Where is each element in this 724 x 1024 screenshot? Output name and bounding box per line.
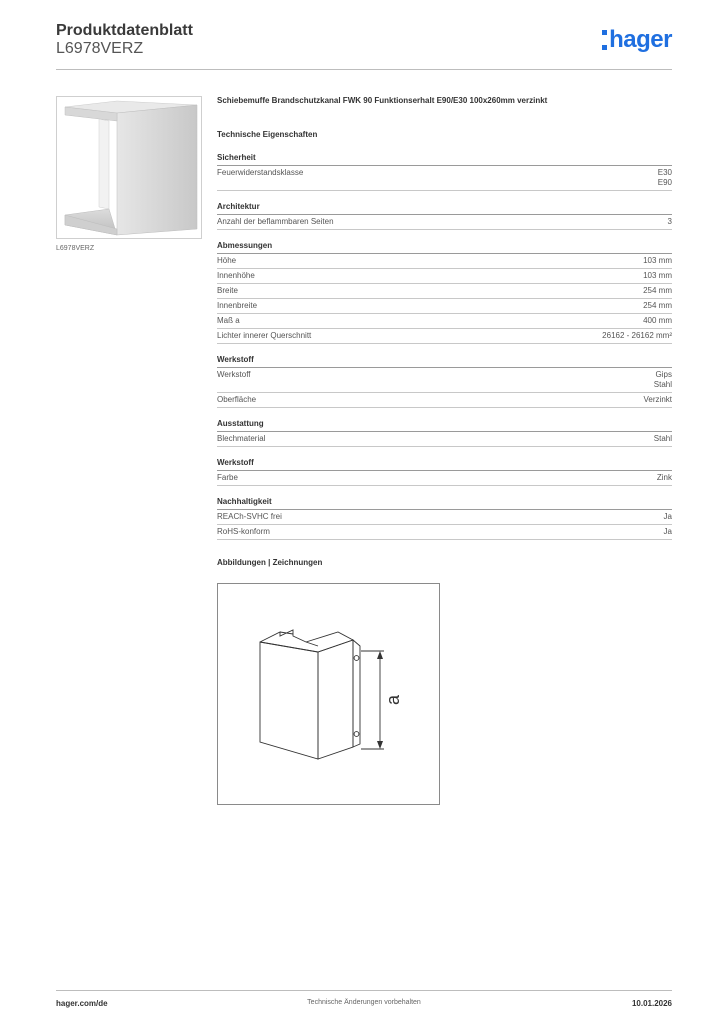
property-row xyxy=(217,471,672,486)
properties-heading: Technische Eigenschaften xyxy=(217,130,318,139)
properties-sections xyxy=(217,153,672,540)
property-value-line: Ja xyxy=(663,527,672,536)
technical-drawing xyxy=(217,583,440,805)
property-label: Anzahl der beflammbaren Seiten xyxy=(217,217,334,226)
property-section xyxy=(217,241,672,344)
property-label: REACh-SVHC frei xyxy=(217,512,282,521)
section-title: Sicherheit xyxy=(217,153,672,166)
logo-mark-icon xyxy=(602,30,608,50)
property-row xyxy=(217,269,672,284)
property-section xyxy=(217,458,672,486)
property-value-line: 400 mm xyxy=(643,316,672,325)
property-row xyxy=(217,166,672,191)
property-label: Innenhöhe xyxy=(217,271,255,280)
property-row xyxy=(217,368,672,393)
drawings-heading: Abbildungen | Zeichnungen xyxy=(217,558,323,567)
property-label: RoHS-konform xyxy=(217,527,270,536)
product-details xyxy=(217,96,672,567)
product-description: Schiebemuffe Brandschutzkanal FWK 90 Funktionserhalt E90/E30 100x260mm verzinkt xyxy=(217,96,548,105)
property-value-line: Stahl xyxy=(653,380,672,389)
property-value-line: Zink xyxy=(656,473,672,482)
property-value xyxy=(643,286,672,296)
property-value xyxy=(657,473,672,483)
hager-logo xyxy=(602,26,672,54)
property-value xyxy=(658,168,672,188)
property-value xyxy=(644,395,672,405)
dimension-label: a xyxy=(383,694,403,706)
property-label: Werkstoff xyxy=(217,370,251,379)
page-footer xyxy=(56,990,672,1014)
property-row xyxy=(217,314,672,329)
property-label: Lichter innerer Querschnitt xyxy=(217,331,312,340)
property-value-line: 254 mm xyxy=(643,286,672,295)
property-label: Höhe xyxy=(217,256,237,265)
logo-text: hager xyxy=(609,26,672,53)
property-value xyxy=(602,331,672,341)
property-section xyxy=(217,355,672,408)
property-label: Feuerwiderstandsklasse xyxy=(217,168,304,177)
property-label: Farbe xyxy=(217,473,238,482)
property-row xyxy=(217,393,672,408)
property-value-line: E90 xyxy=(657,178,672,187)
property-row xyxy=(217,525,672,540)
property-value-line: 3 xyxy=(667,217,672,226)
property-row xyxy=(217,510,672,525)
property-section xyxy=(217,153,672,191)
document-subtitle: L6978VERZ xyxy=(56,40,144,57)
property-value xyxy=(643,271,672,281)
property-row xyxy=(217,254,672,269)
property-row xyxy=(217,432,672,447)
product-photo-image xyxy=(57,97,201,238)
property-row xyxy=(217,329,672,344)
product-photo xyxy=(56,96,202,239)
page-header xyxy=(56,20,672,70)
property-value-line: 254 mm xyxy=(643,301,672,310)
property-value xyxy=(664,512,672,522)
section-title: Ausstattung xyxy=(217,419,672,432)
property-label: Maß a xyxy=(217,316,240,325)
property-value xyxy=(664,527,672,537)
footer-disclaimer: Technische Änderungen vorbehalten xyxy=(307,999,421,1006)
property-value-line: Stahl xyxy=(653,434,672,443)
property-section xyxy=(217,419,672,447)
property-label: Oberfläche xyxy=(217,395,257,404)
footer-date: 10.01.2026 xyxy=(631,999,672,1008)
property-value-line: 103 mm xyxy=(643,271,672,280)
property-section xyxy=(217,202,672,230)
property-value xyxy=(654,434,672,444)
property-row xyxy=(217,284,672,299)
property-value-line: E30 xyxy=(657,168,672,177)
property-label: Innenbreite xyxy=(217,301,258,310)
property-value xyxy=(654,370,672,390)
technical-drawing-image xyxy=(218,584,439,804)
property-value xyxy=(643,301,672,311)
property-label: Blechmaterial xyxy=(217,434,266,443)
property-value-line: 103 mm xyxy=(643,256,672,265)
photo-caption: L6978VERZ xyxy=(56,245,95,252)
property-label: Breite xyxy=(217,286,238,295)
property-value-line: Gips xyxy=(655,370,672,379)
property-row xyxy=(217,215,672,230)
section-title: Architektur xyxy=(217,202,672,215)
footer-website: hager.com/de xyxy=(56,999,108,1008)
property-value-line: 26162 - 26162 mm² xyxy=(602,331,672,340)
document-title: Produktdatenblatt xyxy=(56,22,193,39)
section-title: Werkstoff xyxy=(217,355,672,368)
section-title: Werkstoff xyxy=(217,458,672,471)
property-section xyxy=(217,497,672,540)
property-value xyxy=(668,217,672,227)
property-value xyxy=(643,256,672,266)
property-value-line: Verzinkt xyxy=(643,395,672,404)
section-title: Nachhaltigkeit xyxy=(217,497,672,510)
section-title: Abmessungen xyxy=(217,241,672,254)
property-value-line: Ja xyxy=(663,512,672,521)
property-value xyxy=(643,316,672,326)
property-row xyxy=(217,299,672,314)
